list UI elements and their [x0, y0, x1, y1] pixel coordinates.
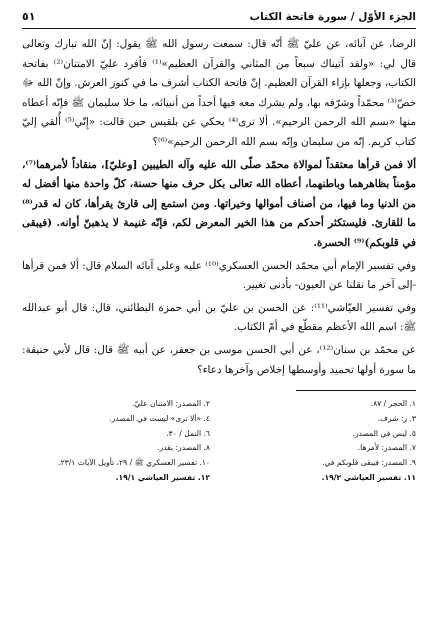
- running-title: الجزء الأوّل / سورة فاتحة الكتاب: [249, 11, 416, 23]
- footnote: ٨. المصدر: بقدر.: [157, 443, 210, 453]
- footnote: ٥. ليس في المصدر.: [352, 428, 416, 438]
- footnote: ٩. المصدر: فيبقى قلوبكم في.: [322, 458, 416, 468]
- main-text: [22, 35, 416, 380]
- paragraph: ألا فمن قرأها معتقداً لموالاة محمّد صلّى الله عليه وآله الطيبين [وعليّ]، منقاداً لأمرهما⁽⁷⁾، مؤمناً بظاهرهما وباطنهما، أعطاه الله تعالى بكل حرف منها حسنة، كلّ واحدة منها أفضل له من الدنيا وما فيها، من أصناف أموالها وخيراتها. ومن استمع إلى قارئ يقرأها، كان له قدر⁽⁸⁾ ما للقارئ. فليستكثر أحدكم من هذا الخير المعرض لكم، فإنّه غنيمة لا يذهبنّ أوانه. (فيبقى في قلوبكم)⁽⁹⁾ الحسرة.: [22, 158, 416, 249]
- footnote: ١٢. تفسير العياشي ١٩/١.: [115, 473, 210, 483]
- footnote: ١. الحجر / ٨٧.: [370, 399, 416, 409]
- paragraph: عن محمّد بن سنان⁽¹²⁾، عن أبي الحسن موسى بن جعفر، عن أبيه ﷺ قال: قال لأبي حنيفة: ما سورة أولها تحميد وأوسطها إخلاص وآخرها دعاء؟: [22, 343, 416, 376]
- footnote: ٧. المصدر: لأمرها.: [357, 443, 416, 453]
- footnote: ١٠. تفسير العسكري ﷺ / ٢٩، تأويل الآيات ٢٣/١.: [58, 458, 210, 468]
- page-header: [22, 10, 416, 26]
- paragraph: وفي تفسير الإمام أبي محمّد الحسن العسكري⁽¹⁰⁾ عليه وعلى آبائه السلام قال: ألا فمن قرأها -إلى آخر ما نقلنا عن العيون- بأدنى تغيير.: [22, 259, 416, 292]
- page-number: ٥١: [22, 10, 36, 23]
- paragraph: وفي تفسير العيّاشي⁽¹¹⁾: عن الحسن بن عليّ بن أبي حمزة البطائني، قال: قال أبو عبدالله ﷺ: اسم الله الأعظم مقطّع في أمّ الكتاب.: [22, 301, 416, 334]
- header-rule: [22, 28, 416, 29]
- footnote: ٦. النمل / ٣٠.: [166, 428, 210, 438]
- footnotes: [22, 397, 416, 486]
- footnote: ١١. تفسير العياشي ١٩/٢.: [321, 473, 416, 483]
- footnote: ٣. ر: شرف.: [377, 413, 416, 423]
- footnote: ٤. «ألا ترى» ليست في المصدر.: [109, 413, 210, 423]
- footnote: ٢. المصدر: الامتنان عليّ.: [131, 399, 210, 409]
- footnote-separator: [296, 390, 416, 391]
- paragraph: الرضا، عن آبائه، عن عليّ ﷺ أنّه قال: سمعت رسول الله ﷺ يقول: إنّ الله تبارك وتعالى قال لي: «ولقد آتيناك سبعاً من المثاني والقرآن العظيم»⁽¹⁾ فأفرد عليّ الامتنان⁽²⁾ بفاتحة الكتاب، وجعلها بإزاء القرآن العظيم. إنّ فاتحة الكتاب أشرف ما في كنوز العرش. وإنّ الله ﷻ خصّ⁽³⁾ محمّداً وشرّفه بها، ولم يشرك معه فيها أحداً من أنبيائه، ما خلا سليمان ﷺ فإنّه أعطاه منها «بسم الله الرحمن الرحيم». ألا ترى⁽⁴⁾ يحكي عن بلقيس حين قالت: «إِنّي⁽⁵⁾ أُلقي إليّ كتاب كريم. إنّه من سليمان وإنّه بسم الله الرحمن الرحيم»⁽⁶⁾؟: [22, 38, 417, 148]
